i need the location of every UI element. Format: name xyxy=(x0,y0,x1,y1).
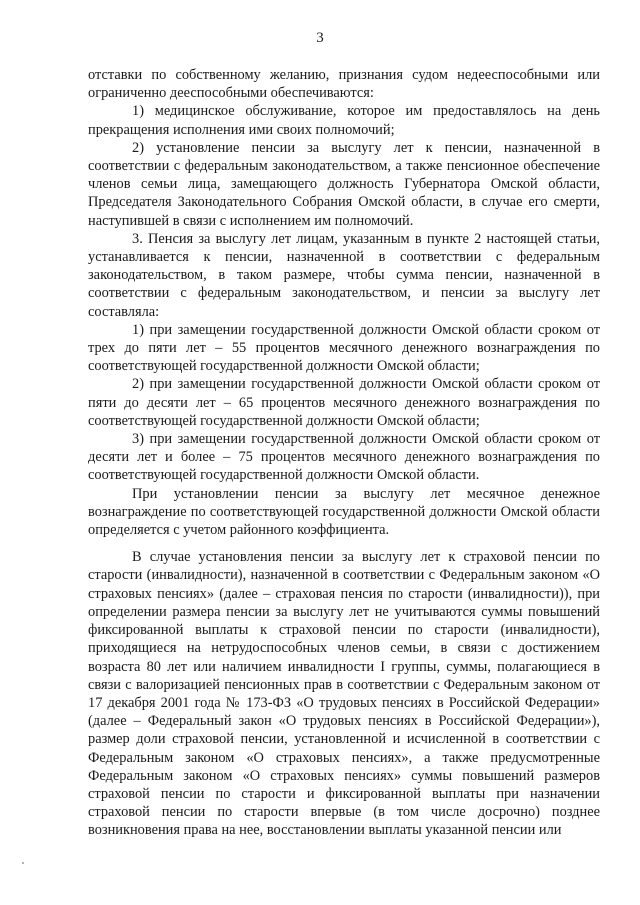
document-body xyxy=(88,66,600,840)
paragraph-item-55: 1) при замещении государственной должности Омской области сроком от трех до пяти лет – 55 процентов месячного денежного вознаграждения по соответствующей государственной должности Омской области; xyxy=(88,321,600,375)
paragraph-clause-3: 3. Пенсия за выслугу лет лицам, указанным в пункте 2 настоящей статьи, устанавливается к пенсии, назначенной в соответствии с федеральным законодательством, в таком размере, чтобы сумма пенсии, назначенной в соответствии с федеральным законодательством, и пенсии за выслугу лет составляла: xyxy=(88,230,600,320)
paragraph-continuation: отставки по собственному желанию, признания судом недееспособными или ограниченно дееспособными обеспечиваются: xyxy=(88,67,600,102)
paragraph-item-75: 3) при замещении государственной должности Омской области сроком от десяти лет и более – 75 процентов месячного денежного вознаграждения по соответствующей государственной должности Омской области. xyxy=(88,431,600,484)
scan-speck xyxy=(22,862,24,864)
paragraph-insurance-pension: В случае установления пенсии за выслугу лет к страховой пенсии по старости (инвалидности), назначенной в соответствии с Федеральным законом «О страховых пенсиях» (далее – страховая пенсия по старости (инвалидности)), при определении размера пенсии за выслугу лет не учитываются суммы повышений фиксированной выплаты к страховой пенсии по старости (инвалидности), приходящиеся на нетрудоспособных членов семьи, в связи с достижением возраста 80 лет или наличием инвалидности I группы, суммы, полагающиеся в связи с валоризацией пенсионных прав в соответствии с Федеральным законом от 17 декабря 2001 года № 173-ФЗ «О трудовых пенсиях в Российской Федерации» (далее – Федеральный закон «О трудовых пенсиях в Российской Федерации»), размер доли страховой пенсии, установленной и исчисленной в соответствии с Федеральным законом «О страховых пенсиях», а также предусмотренные Федеральным законом «О страховых пенсиях» суммы повышений размеров страховой пенсии по старости и фиксированной выплаты при назначении страховой пенсии по старости впервые (в том числе досрочно) позднее возникновения права на нее, восстановлении выплаты указанной пенсии или xyxy=(88,549,600,839)
paragraph-item-pension: 2) установление пенсии за выслугу лет к пенсии, назначенной в соответствии с федеральным законодательством, а также пенсионное обеспечение членов семьи лица, замещающего должность Губернатора Омской области, Председателя Законодательного Собрания Омской области, в случае его смерти, наступившей в связи с исполнением им полномочий. xyxy=(88,139,600,229)
paragraph-item-65: 2) при замещении государственной должности Омской области сроком от пяти до десяти лет – 65 процентов месячного денежного вознаграждения по соответствующей государственной должности Омской области; xyxy=(88,376,600,429)
page-number: 3 xyxy=(316,30,324,46)
paragraph-regional-coefficient: При установлении пенсии за выслугу лет месячное денежное вознаграждение по соответствующей государственной должности Омской области определяется с учетом районного коэффициента. xyxy=(88,485,600,539)
paragraph-item-medical: 1) медицинское обслуживание, которое им предоставлялось на день прекращения исполнения ими своих полномочий; xyxy=(88,103,600,138)
